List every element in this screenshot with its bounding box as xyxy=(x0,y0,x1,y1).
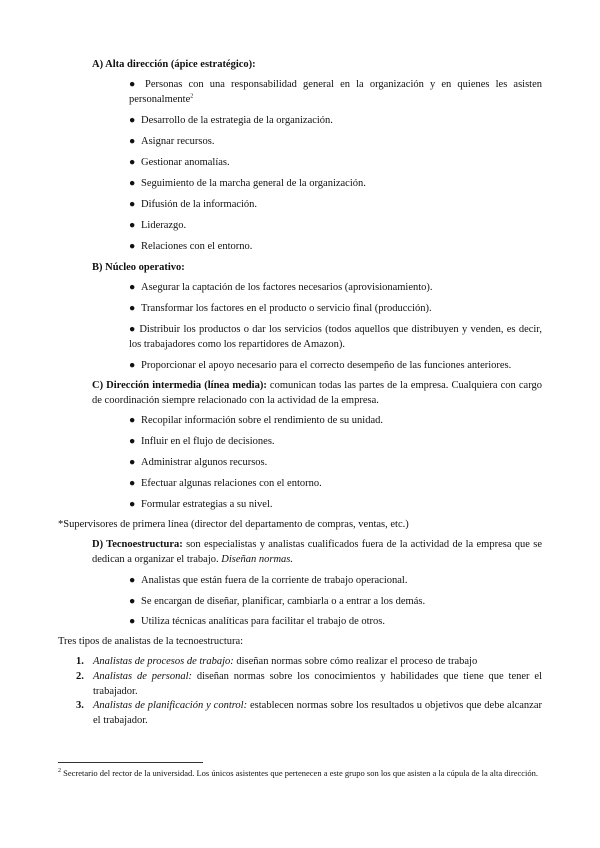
section-d-item-2: ● Se encargan de diseñar, planificar, cambiarla o a entrar a los demás. xyxy=(129,596,426,607)
section-a-item-3: ● Asignar recursos. xyxy=(129,136,215,147)
section-d-title: D) Tecnoestructura: xyxy=(92,539,183,550)
section-a-item-7: ● Liderazgo. xyxy=(129,220,187,231)
section-a-item-6: ● Difusión de la información. xyxy=(129,199,258,210)
section-b-item-1: ● Asegurar la captación de los factores necesarios (aprovisionamiento). xyxy=(129,282,433,293)
bullet-icon: ● xyxy=(129,282,136,293)
section-b-item-2: ● Transformar los factores en el producto o servicio final (producción). xyxy=(129,303,432,314)
bullet-icon: ● xyxy=(129,575,136,586)
section-a-item-4: ● Gestionar anomalías. xyxy=(129,157,230,168)
bullet-icon: ● xyxy=(129,596,136,607)
bullet-icon: ● xyxy=(129,303,136,314)
section-c-item-2: ● Influir en el flujo de decisiones. xyxy=(129,436,275,447)
section-a-item-2: ● Desarrollo de la estrategia de la organización. xyxy=(129,115,333,126)
footnote-number: 2 xyxy=(58,768,61,775)
section-c-item-4: ● Efectuar algunas relaciones con el entorno. xyxy=(129,478,322,489)
bullet-icon: ● xyxy=(129,436,136,447)
analyst-type-2: 2. Analistas de personal: diseñan normas sobre los conocimientos y habilidades que tiene que tener el trabajador. xyxy=(76,671,542,697)
section-d-paragraph: D) Tecnoestructura: son especialistas y analistas cualificados fuera de la actividad de la empresa que se dedican a organizar el trabajo. Diseñan normas. xyxy=(92,539,542,565)
bullet-icon: ● xyxy=(129,115,136,126)
bullet-icon: ● xyxy=(129,478,136,489)
analyst-type-1: 1. Analistas de procesos de trabajo: diseñan normas sobre cómo realizar el proceso de trabajo xyxy=(76,656,478,667)
bullet-icon: ● xyxy=(129,499,136,510)
section-a-title: A) Alta dirección (ápice estratégico): xyxy=(92,59,256,70)
section-a-item-8: ● Relaciones con el entorno. xyxy=(129,241,253,252)
supervisors-note: *Supervisores de primera línea (director del departamento de compras, ventas, etc.) xyxy=(58,519,409,530)
section-a-item-5: ● Seguimiento de la marcha general de la organización. xyxy=(129,178,366,189)
bullet-icon: ● xyxy=(129,324,140,335)
bullet-icon: ● xyxy=(129,220,136,231)
bullet-icon: ● xyxy=(129,178,136,189)
bullet-icon: ● xyxy=(129,360,136,371)
analyst-types-intro: Tres tipos de analistas de la tecnoestructura: xyxy=(58,636,244,647)
section-c-item-1: ● Recopilar información sobre el rendimiento de su unidad. xyxy=(129,415,384,426)
bullet-icon: ● xyxy=(129,616,136,627)
section-d-item-3: ● Utiliza técnicas analíticas para facilitar el trabajo de otros. xyxy=(129,616,386,627)
section-c-item-3: ● Administrar algunos recursos. xyxy=(129,457,268,468)
footnote-divider xyxy=(58,762,203,763)
bullet-icon: ● xyxy=(129,136,136,147)
footnote: $^2$ Secretario del rector de la universidad. Los únicos asistentes que pertenecen a este grupo son los que asisten a la cúpula de la alta dirección. xyxy=(58,768,539,778)
bullet-icon: ● xyxy=(129,457,136,468)
bullet-icon: ● xyxy=(129,415,136,426)
analyst-type-3: 3. Analistas de planificación y control: establecen normas sobre los resultados u objetivos que debe alcanzar el trabajador. xyxy=(76,700,542,726)
bullet-icon: ● xyxy=(129,79,145,90)
section-b-title: B) Núcleo operativo: xyxy=(92,262,185,273)
section-c-paragraph: C) Dirección intermedia (línea media): comunican todas las partes de la empresa. Cualquiera con cargo de coordinación siempre relacionado con la actividad de la empresa. xyxy=(92,380,542,406)
bullet-icon: ● xyxy=(129,241,136,252)
bullet-icon: ● xyxy=(129,157,136,168)
section-c-item-5: ● Formular estrategias a su nivel. xyxy=(129,499,273,510)
section-b-item-4: ● Proporcionar el apoyo necesario para el correcto desempeño de las funciones anteriores. xyxy=(129,360,512,371)
section-d-item-1: ● Analistas que están fuera de la corriente de trabajo operacional. xyxy=(129,575,408,586)
section-a-item-1: ● Personas con una responsabilidad general en la organización y en quienes les asisten personalmente$^2$ xyxy=(129,79,542,105)
section-b-item-3: ● Distribuir los productos o dar los servicios (todos aquellos que distribuyen y venden, es decir, los trabajadores como los repartidores de Amazon). xyxy=(129,324,543,350)
bullet-icon: ● xyxy=(129,199,136,210)
footnote-ref: 2 xyxy=(190,93,194,100)
section-c-title: C) Dirección intermedia (línea media): xyxy=(92,380,267,391)
